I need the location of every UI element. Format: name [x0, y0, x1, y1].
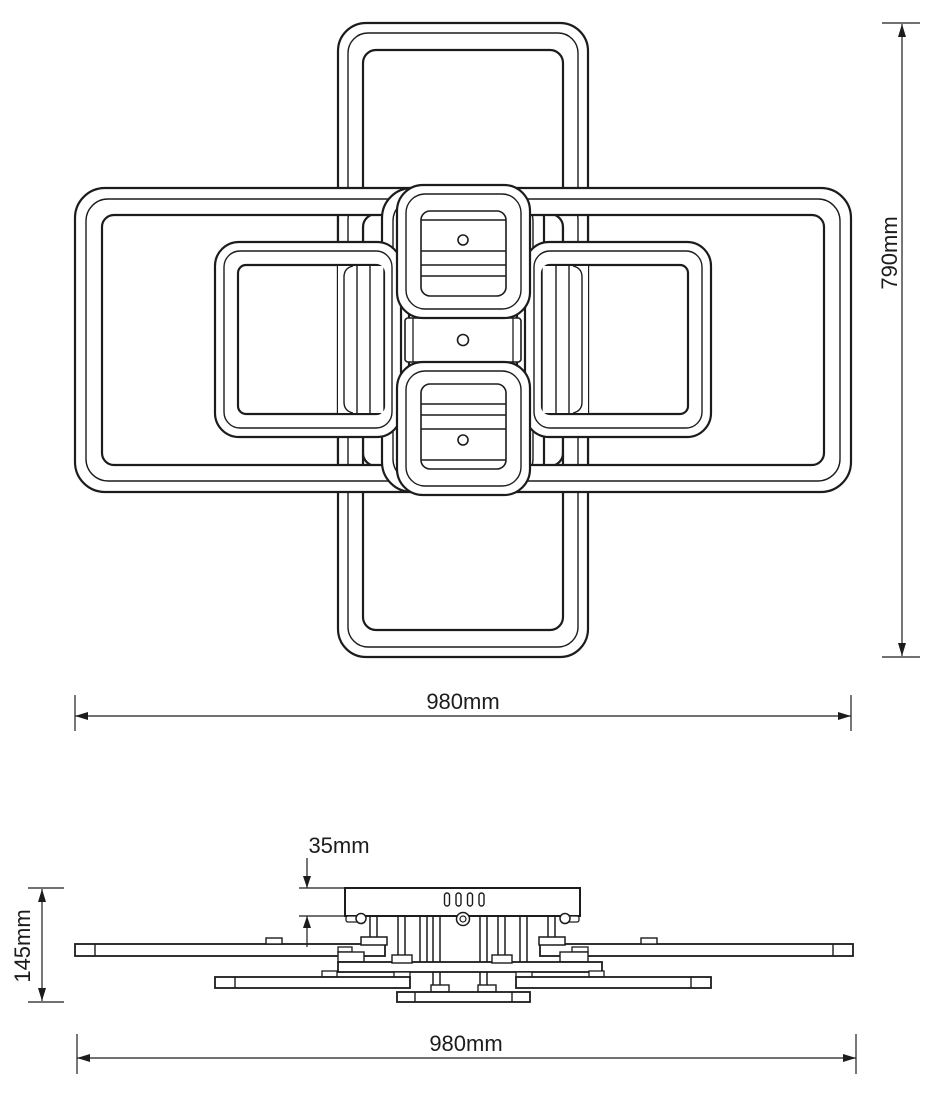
canopy — [345, 888, 580, 926]
arrow-right-icon — [838, 712, 851, 720]
arrow-down-icon — [898, 643, 906, 656]
center-square-bottom — [397, 362, 530, 495]
dimension-label-980mm-side: 980mm — [429, 1031, 503, 1056]
canopy-screw-left — [356, 914, 366, 924]
post-foot-mid-right — [492, 955, 512, 963]
canopy-screw-center — [457, 913, 470, 926]
dimension-side-view-height — [10, 888, 64, 1002]
plate-level4-bottom — [397, 992, 530, 1002]
plate3-right-clip — [589, 971, 604, 977]
arrow-down-icon — [303, 876, 311, 888]
frame-medium-right — [525, 242, 711, 437]
arrow-right-icon — [843, 1054, 856, 1062]
arrow-up-icon — [898, 24, 906, 37]
arrow-up-icon — [38, 889, 46, 902]
post-foot-mid-left — [392, 955, 412, 963]
plate1-left-clip — [266, 938, 282, 944]
arrow-left-icon — [77, 1054, 90, 1062]
dimension-top-view-height — [877, 23, 920, 657]
center-mounting-plate — [405, 318, 521, 362]
frame-medium-right-panel-edge — [543, 266, 588, 414]
plate3-left-clip — [322, 971, 337, 977]
post-foot-left — [361, 937, 387, 945]
top-view — [75, 23, 851, 657]
post-foot-right — [539, 937, 565, 945]
side-view — [75, 888, 853, 1002]
post-foot-bottom-left — [431, 985, 449, 992]
plate1-right-clip — [641, 938, 657, 944]
post-foot-bottom-right — [478, 985, 496, 992]
center-square-top — [397, 185, 530, 318]
plate-level3-right — [516, 971, 711, 988]
frame-medium-left — [215, 242, 401, 437]
dimension-label-980mm-top: 980mm — [426, 689, 500, 714]
frame-medium-left-panel-edge — [338, 266, 383, 414]
dimension-label-35mm: 35mm — [308, 833, 370, 858]
dimension-top-view-width — [75, 689, 851, 731]
plate-level3-left — [215, 971, 410, 988]
arrow-left-icon — [75, 712, 88, 720]
dimension-label-790mm: 790mm — [877, 216, 902, 290]
arrow-down-icon — [38, 988, 46, 1001]
dimension-label-145mm: 145mm — [10, 909, 35, 983]
canopy-screw-right — [560, 914, 570, 924]
dimension-side-view-width — [77, 1031, 856, 1074]
arrow-up-icon — [303, 916, 311, 928]
plate-level2 — [338, 962, 602, 972]
